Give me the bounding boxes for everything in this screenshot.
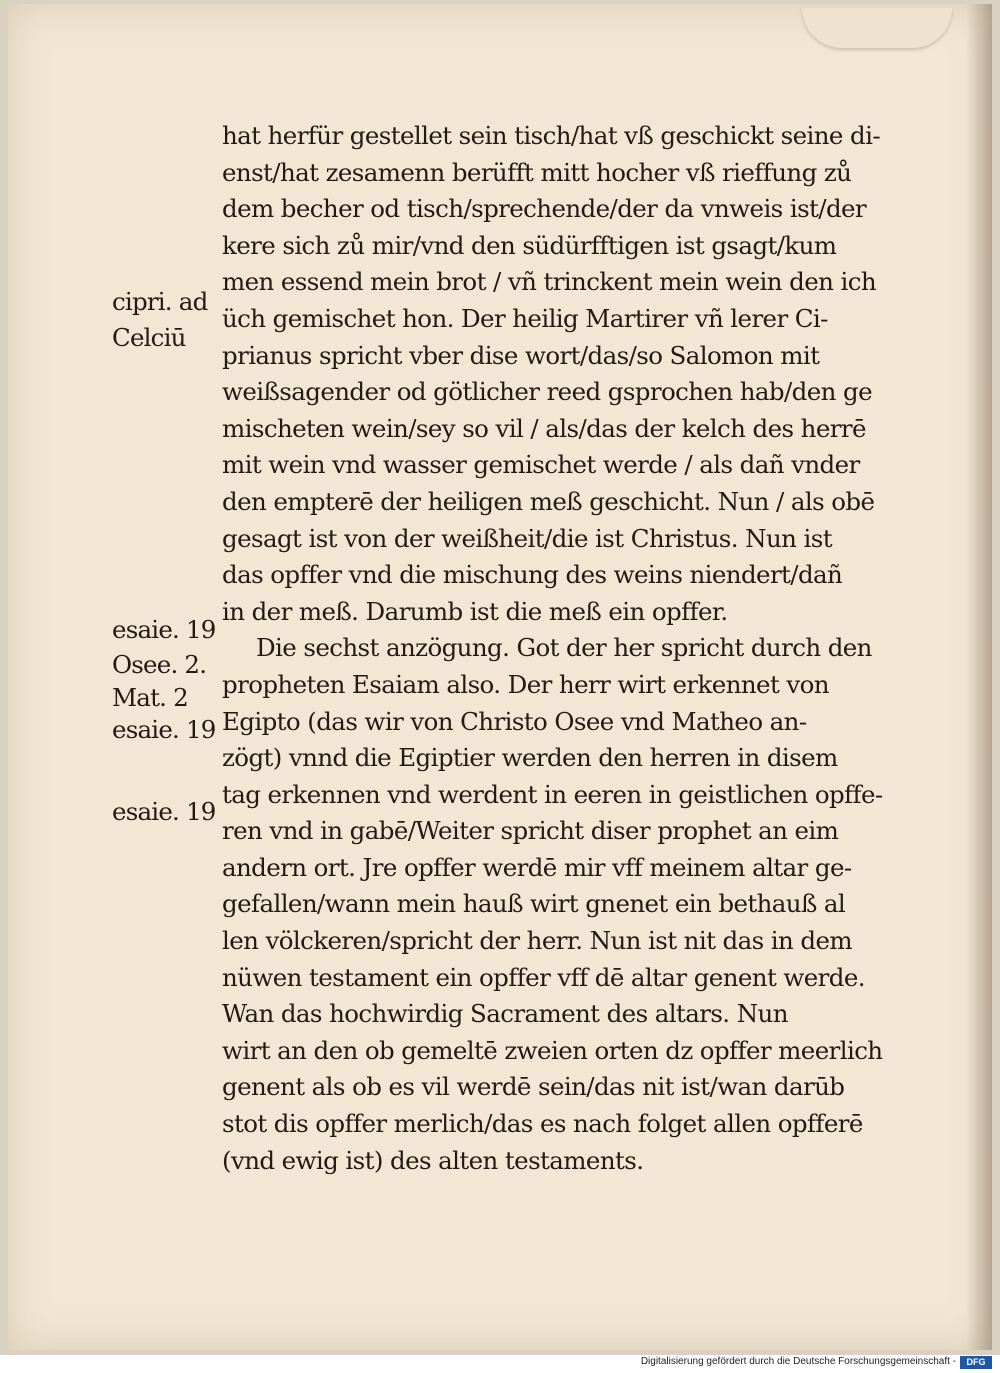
text-line: propheten Esaiam also. Der herr wirt erkennet von [222, 669, 829, 699]
text-line: Die sechst anzögung. Got der her spricht durch den [256, 633, 872, 663]
footer-credit: Digitalisierung gefördert durch die Deutsche Forschungsgemeinschaft - [640, 1356, 956, 1367]
marginal-note-esaie-2: esaie. 19 [112, 715, 216, 744]
text-line: men essend mein brot / vñ trinckent mein wein den ich [222, 267, 876, 297]
text-line: mit wein vnd wasser gemischet werde / als dañ vnder [222, 450, 860, 480]
marginal-note-cipriani: cipri. ad [112, 287, 208, 316]
text-line: andern ort. Jre opffer werdē mir vff meinem altar ge- [222, 852, 852, 882]
marginal-note-esaie-3: esaie. 19 [112, 797, 216, 826]
marginal-note-celcium: Celciū [112, 323, 186, 352]
text-line: genent als ob es vil werdē sein/das nit ist/wan darūb [222, 1072, 845, 1102]
text-line: stot dis opffer merlich/das es nach folget allen opfferē [222, 1109, 863, 1139]
marginal-note-esaie: esaie. 19 [112, 615, 216, 644]
marginal-note-osee: Osee. 2. [112, 650, 207, 679]
text-line: tag erkennen vnd werdent in eeren in geistlichen opffe- [222, 779, 883, 809]
text-line: zögt) vnnd die Egiptier werden den herren in disem [222, 743, 838, 773]
text-line: dem becher od tisch/sprechende/der da vnweis ist/der [222, 194, 867, 224]
dfg-logo: DFG [960, 1356, 992, 1369]
page-binding-edge [966, 4, 992, 1350]
text-line: üch gemischet hon. Der heilig Martirer vñ lerer Ci- [222, 303, 828, 333]
text-line: ren vnd in gabē/Weiter spricht diser prophet an eim [222, 816, 839, 846]
text-line: Egipto (das wir von Christo Osee vnd Matheo an- [222, 706, 807, 736]
text-line: in der meß. Darumb ist die meß ein opffer. [222, 596, 728, 626]
text-line: nüwen testament ein opffer vff dē altar genent werde. [222, 962, 865, 992]
marginal-note-mat: Mat. 2 [112, 683, 188, 712]
text-line: Wan das hochwirdig Sacrament des altars. Nun [222, 999, 788, 1029]
text-line: das opffer vnd die mischung des weins niendert/dañ [222, 560, 843, 590]
text-line: enst/hat zesamenn berüfft mitt hocher vß rieffung zů [222, 157, 852, 187]
text-line: wirt an den ob gemeltē zweien orten dz opffer meerlich [222, 1035, 883, 1065]
text-line: mischeten wein/sey so vil / als/das der kelch des herrē [222, 413, 866, 443]
text-line: (vnd ewig ist) des alten testaments. [222, 1145, 644, 1175]
text-line: prianus spricht vber dise wort/das/so Salomon mit [222, 340, 820, 370]
page-fold [802, 8, 952, 48]
text-line: gefallen/wann mein hauß wirt gnenet ein bethauß al [222, 889, 846, 919]
text-line: len völckeren/spricht der herr. Nun ist nit das in dem [222, 926, 852, 956]
text-line: den empterē der heiligen meß geschicht. Nun / als obē [222, 486, 875, 516]
text-line: kere sich zů mir/vnd den südürfftigen ist gsagt/kum [222, 230, 837, 260]
page-body-text [222, 118, 902, 1179]
text-line: weißsagender od götlicher reed gsprochen hab/den ge [222, 377, 872, 407]
text-line: gesagt ist von der weißheit/die ist Christus. Nun ist [222, 523, 832, 553]
text-line: hat herfür gestellet sein tisch/hat vß geschickt seine di- [222, 121, 881, 150]
